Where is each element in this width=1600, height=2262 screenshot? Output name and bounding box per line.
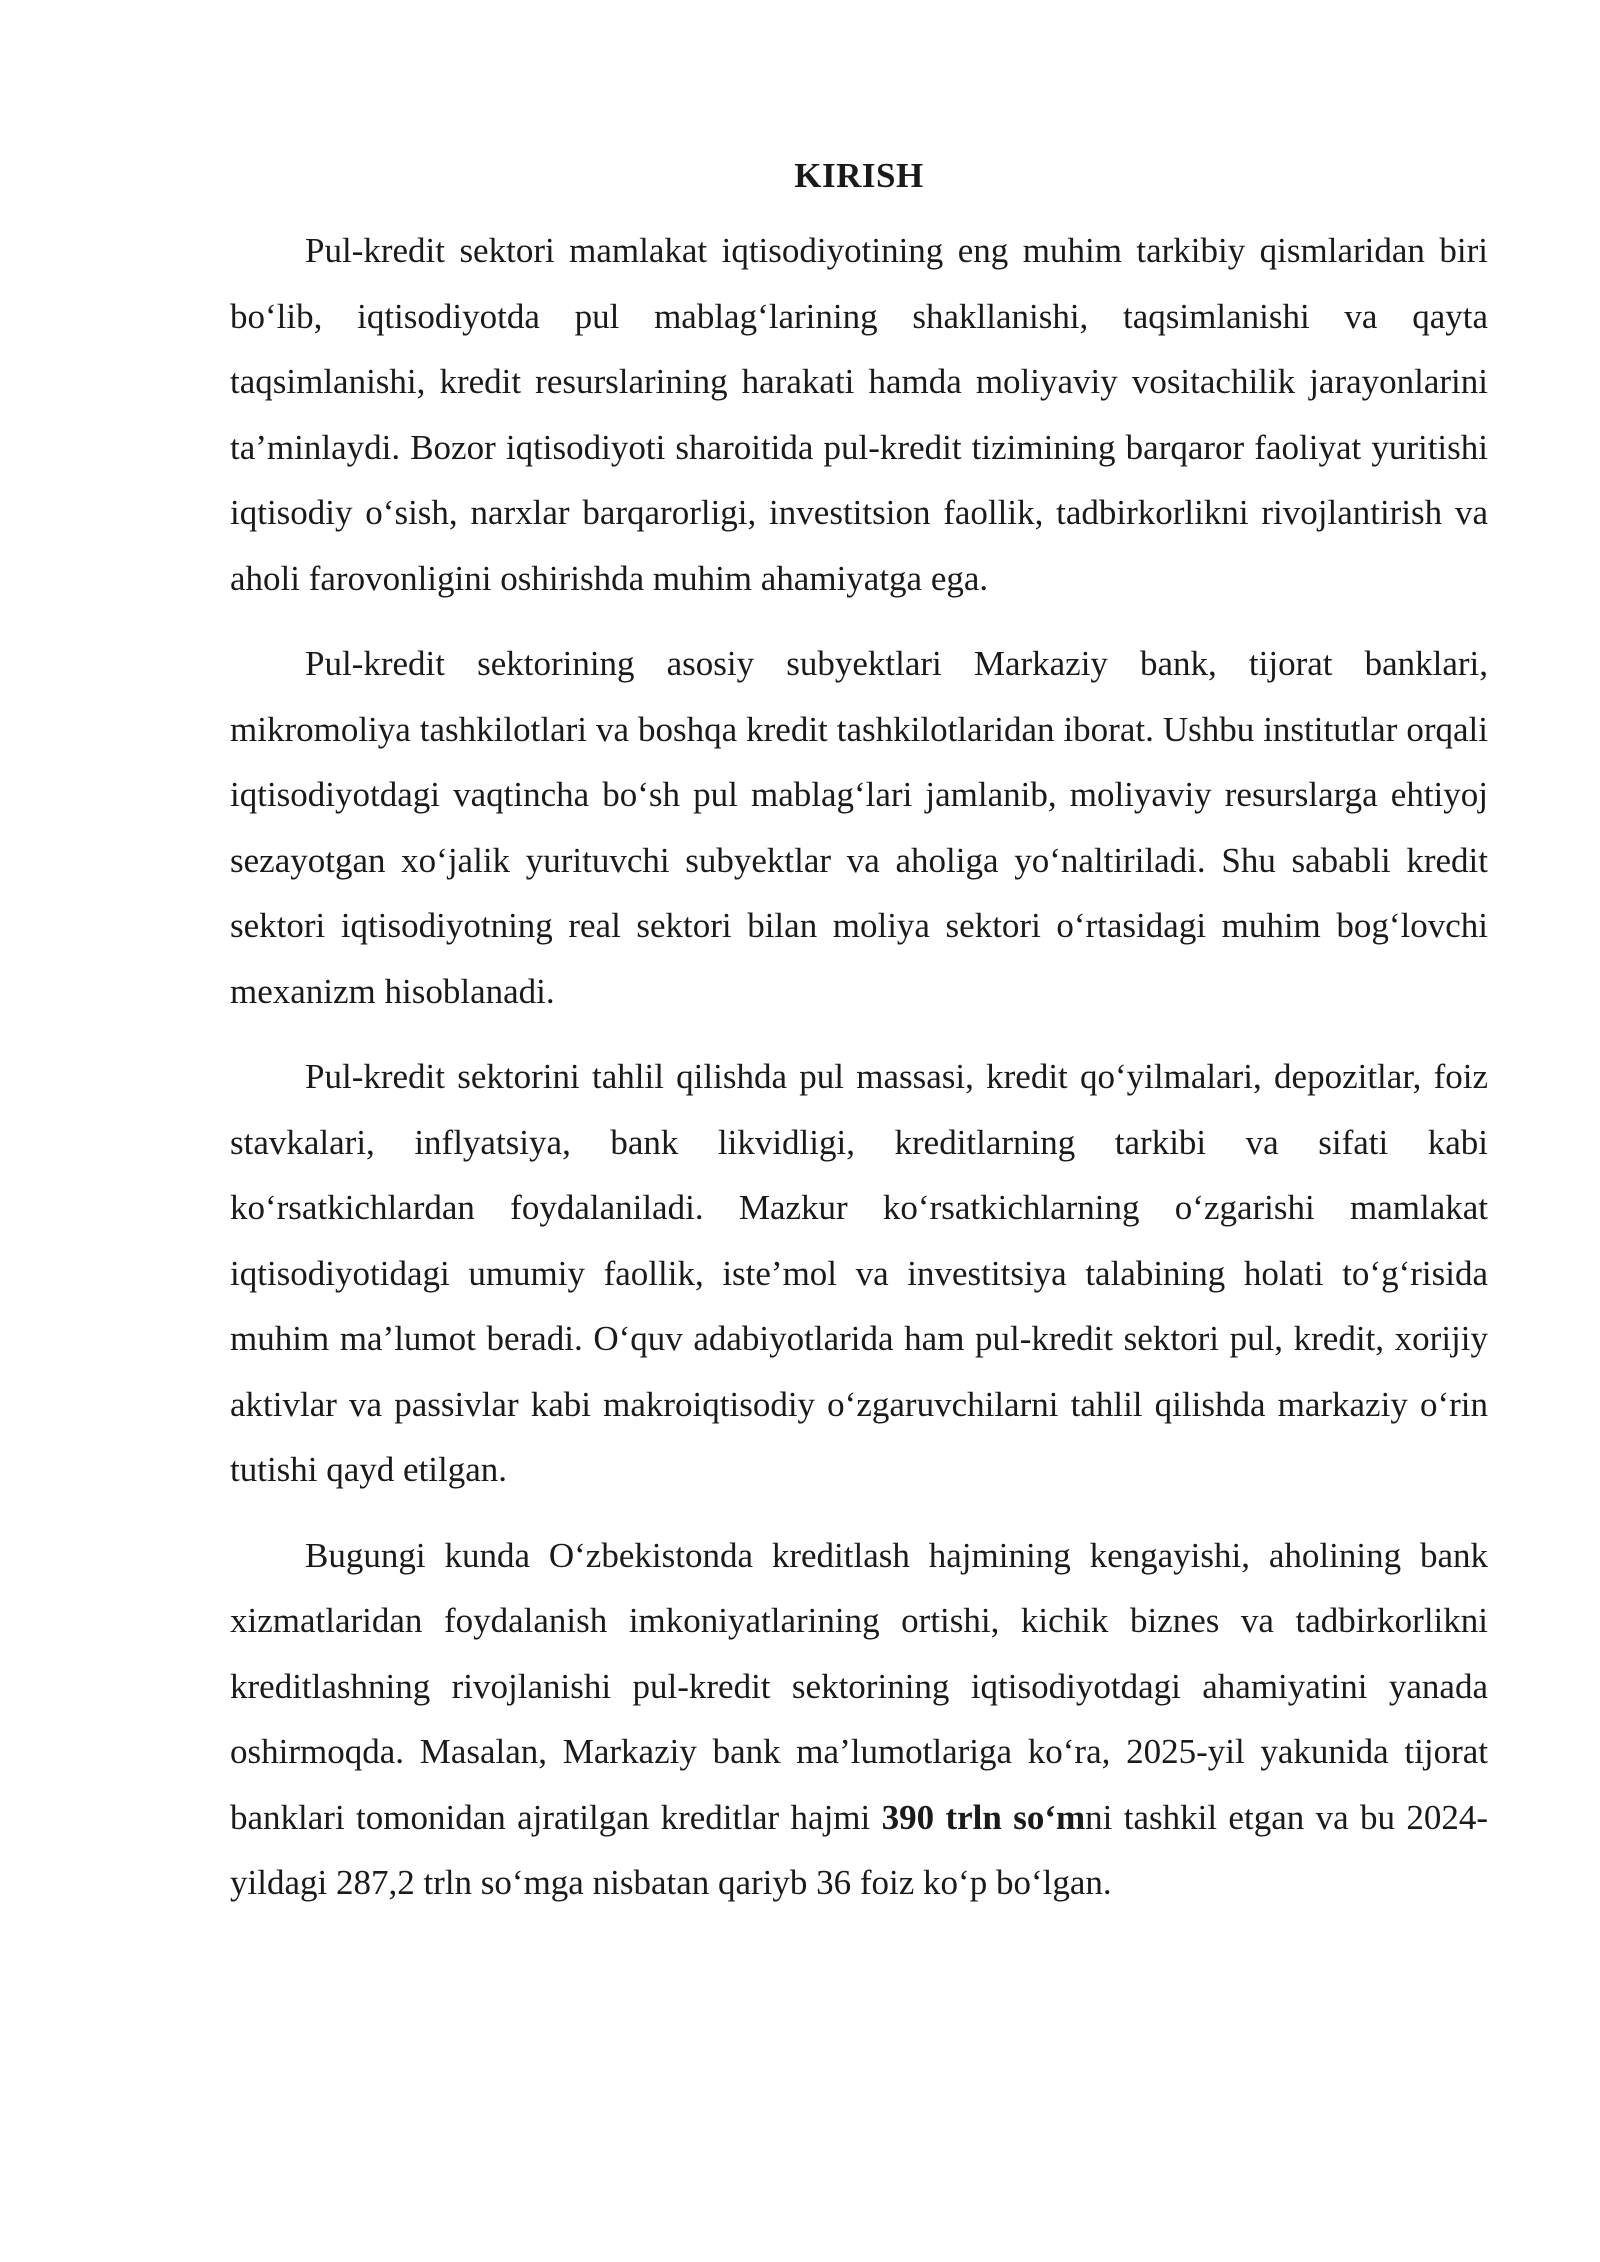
highlighted-figure: 390 trln so‘m <box>881 1797 1086 1837</box>
paragraph: Pul-kredit sektorining asosiy subyektlari Markaziy bank, tijorat banklari, mikromoliya tashkilotlari va boshqa kredit tashkilotlaridan iborat. Ushbu institutlar orqali iqtisodiyotdagi vaqtincha bo‘sh pul mablag‘lari jamlanib, moliyaviy resurslarga ehtiyoj sezayotgan xo‘jalik yurituvchi subyektlar va aholiga yo‘naltiriladi. Shu sababli kredit sektori iqtisodiyotning real sektori bilan moliya sektori o‘rtasidagi muhim bog‘lovchi mexanizm hisoblanadi. <box>230 644 1488 1011</box>
paragraph <box>230 1523 1488 1916</box>
paragraph-text: Bugungi kunda O‘zbekistonda kreditlash hajmining kengayishi, aholining bank xizmatlaridan foydalanish imkoniyatlarining ortishi, kichik biznes va tadbirkorlikni kreditlashning rivojlanishi pul-kredit sektorining iqtisodiyotdagi ahamiyatini yanada oshirmoqda. Masalan, Markaziy bank ma’lumotlariga ko‘ra, 2025-yil yakunida tijorat banklari tomonidan ajratilgan kreditlar hajmi <box>230 1535 1488 1837</box>
paragraph: Pul-kredit sektori mamlakat iqtisodiyotining eng muhim tarkibiy qismlaridan biri bo‘lib, iqtisodiyotda pul mablag‘larining shakllanishi, taqsimlanishi va qayta taqsimlanishi, kredit resurslarining harakati hamda moliyaviy vositachilik jarayonlarini ta’minlaydi. Bozor iqtisodiyoti sharoitida pul-kredit tizimining barqaror faoliyat yuritishi iqtisodiy o‘sish, narxlar barqarorligi, investitsion faollik, tadbirkorlikni rivojlantirish va aholi farovonligini oshirishda muhim ahamiyatga ega. <box>230 231 1488 598</box>
paragraph-text: ni tashkil etgan va bu 2024-yildagi 287,2 trln so‘mga nisbatan qariyb 36 foiz ko‘p bo‘lgan. <box>230 1797 1489 1902</box>
page-title: KIRISH <box>794 156 924 195</box>
document-page <box>230 0 1488 1916</box>
paragraph: Pul-kredit sektorini tahlil qilishda pul massasi, kredit qo‘yilmalari, depozitlar, foiz stavkalari, inflyatsiya, bank likvidligi, kreditlarning tarkibi va sifati kabi ko‘rsatkichlardan foydalaniladi. Mazkur ko‘rsatkichlarning o‘zgarishi mamlakat iqtisodiyotidagi umumiy faollik, iste’mol va investitsiya talabining holati to‘g‘risida muhim ma’lumot beradi. O‘quv adabiyotlarida ham pul-kredit sektori pul, kredit, xorijiy aktivlar va passivlar kabi makroiqtisodiy o‘zgaruvchilarni tahlil qilishda markaziy o‘rin tutishi qayd etilgan. <box>230 1057 1488 1489</box>
